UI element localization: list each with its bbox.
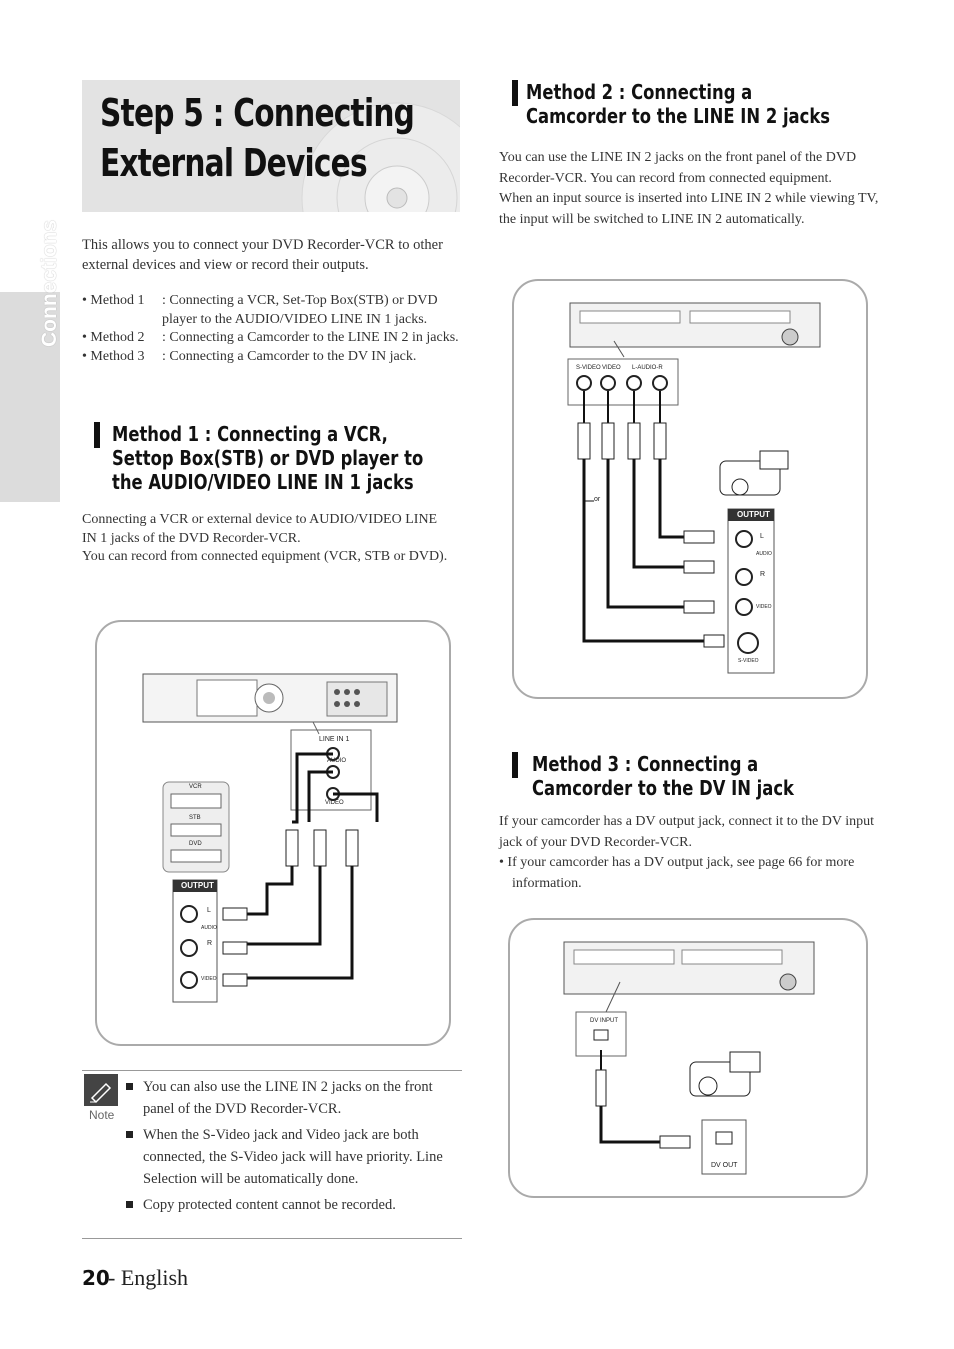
method1-diagram — [95, 620, 451, 1046]
page-language: - English — [108, 1265, 189, 1290]
heading-bar — [512, 752, 518, 778]
dv-input-label: DV INPUT — [590, 1018, 619, 1024]
vcr-label: VCR — [189, 784, 202, 790]
r-label: R — [760, 571, 766, 578]
method3-body: If your camcorder has a DV output jack, connect it to the DV input jack of your DVD Recorder-VCR. — [499, 814, 875, 850]
methods-list — [82, 292, 462, 366]
or-label: or — [594, 496, 601, 503]
audio-label: AUDIO — [756, 551, 772, 557]
side-tab — [0, 219, 61, 502]
note-item: When the S-Video jack and Video jack are both connected, the S-Video jack will have priority. Line Selection will be automatically done. — [126, 1124, 462, 1190]
heading-bar — [512, 80, 518, 106]
dvd-label: DVD — [189, 841, 202, 847]
svideo-label: S-VIDEO — [576, 365, 601, 371]
list-item: • Method 2 : Connecting a Camcorder to the LINE IN 2 in jacks. — [82, 330, 459, 345]
method1-body: Connecting a VCR or external device to AUDIO/VIDEO LINE IN 1 jacks of the DVD Recorder-VCR. You can record from connected equipment (VCR, STB or DVD). — [82, 512, 448, 564]
method3-diagram — [508, 918, 868, 1198]
video-label: VIDEO — [325, 800, 344, 806]
r-label: R — [207, 940, 213, 947]
video-label: VIDEO — [602, 365, 621, 371]
side-tab-label: Connections — [38, 219, 61, 347]
dv-out-label: DV OUT — [711, 1162, 738, 1169]
list-item: • Method 3 : Connecting a Camcorder to the DV IN jack. — [82, 348, 417, 364]
stb-label: STB — [189, 815, 201, 821]
l-label: L — [760, 533, 764, 540]
page-title: Step 5 : Connecting External Devices — [100, 91, 415, 185]
method1-heading: Method 1 : Connecting a VCR, Settop Box(STB) or DVD player to the AUDIO/VIDEO LINE IN 1 jacks — [112, 422, 424, 494]
note-label: Note — [89, 1108, 115, 1122]
note-bottom-rule — [82, 1238, 462, 1239]
note-icon — [84, 1074, 118, 1106]
page-number: 20 — [82, 1266, 110, 1290]
video-label: VIDEO — [756, 604, 772, 610]
method2-diagram — [512, 279, 868, 699]
method3-bullet: • If your camcorder has a DV output jack, see page 66 for more information. — [499, 855, 855, 891]
method3-heading: Method 3 : Connecting a Camcorder to the DV IN jack — [532, 752, 794, 800]
heading-bar — [94, 422, 100, 448]
note-top-rule — [82, 1070, 462, 1071]
audio-label: AUDIO — [327, 758, 347, 764]
audio-label: AUDIO — [201, 925, 217, 931]
svideo-label: S-VIDEO — [738, 658, 759, 664]
audio-label: L-AUDIO-R — [632, 365, 663, 371]
output-label: OUTPUT — [181, 881, 214, 890]
method2-body: You can use the LINE IN 2 jacks on the front panel of the DVD Recorder-VCR. You can record from connected equipment. When an input source is inserted into LINE IN 2 while viewing TV, the input will be switched to LINE IN 2 automatically. — [499, 150, 879, 227]
intro-text: This allows you to connect your DVD Recorder-VCR to other external devices and view or record their outputs. — [82, 237, 443, 273]
output-label: OUTPUT — [737, 510, 770, 519]
note-item: You can also use the LINE IN 2 jacks on the front panel of the DVD Recorder-VCR. — [126, 1076, 462, 1120]
note-list — [126, 1076, 462, 1220]
line-in-label: LINE IN 1 — [319, 736, 350, 743]
method2-heading: Method 2 : Connecting a Camcorder to the LINE IN 2 jacks — [526, 80, 831, 128]
note-item: Copy protected content cannot be recorded. — [126, 1194, 462, 1216]
video-label: VIDEO — [201, 976, 217, 982]
l-label: L — [207, 907, 211, 914]
list-item: • Method 1 : Connecting a VCR, Set-Top Box(STB) or DVD player to the AUDIO/VIDEO LINE IN 1 jacks. — [82, 293, 438, 327]
